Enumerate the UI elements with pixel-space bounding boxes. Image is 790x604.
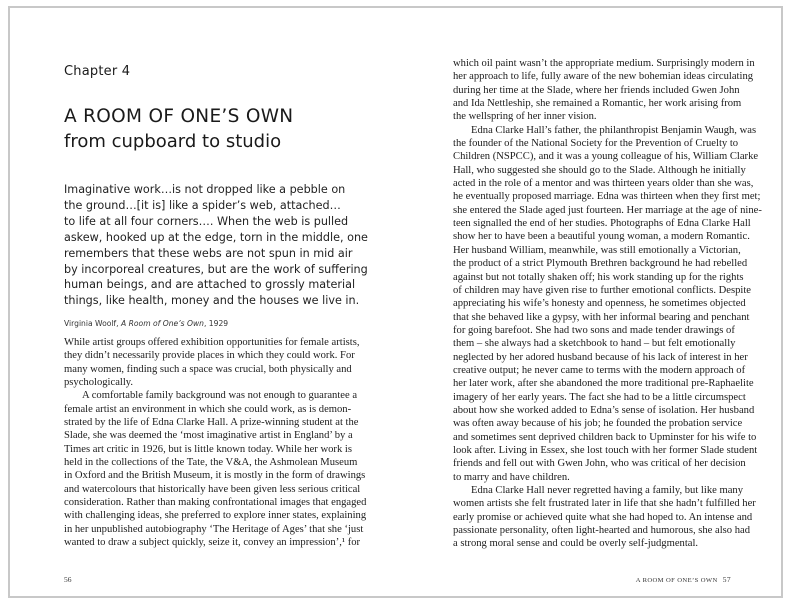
body-line: to marry and have children. [453, 471, 570, 483]
body-line: her approach to life, fully aware of the new bohemian ideas circulating [453, 71, 754, 83]
body-line: during her time at the Slade, where her friends included Gwen John [453, 84, 740, 96]
body-line: they didn’t necessarily provide places in which they could work. For [64, 350, 355, 362]
body-line: in Oxford and the British Museum, it is mostly in the form of drawings [64, 470, 366, 482]
body-line: passionate personality, often light-hearted and humorous, she also had [453, 525, 751, 537]
body-line: Children (NSPCC), and it was a young colleague of his, William Clarke [453, 151, 759, 163]
body-line: friends and fell out with Gwen John, who was critical of her decision [453, 458, 746, 470]
body-line: wanted to draw a subject quickly, seize it, convey an impression’,¹ for [64, 537, 361, 549]
epigraph-line: human beings, and are attached to grossly material [64, 278, 356, 292]
body-line: Slade, she was deemed the ‘most imaginative artist in England’ by a [64, 430, 353, 442]
left-body-text [64, 336, 367, 550]
body-line: and watercolours that historically have been given less serious critical [64, 483, 361, 495]
body-line: imagery of her early years. The fact she had to be a little circumspect [453, 391, 746, 403]
page-number-right: 57 [722, 575, 731, 584]
epigraph-attribution [64, 319, 228, 328]
body-line: psychologically. [64, 377, 134, 389]
running-head-title: A ROOM OF ONE’S OWN [635, 577, 718, 584]
body-line: early promise or achieved quite what she had hoped to. An intense and [453, 511, 753, 523]
body-line: which oil paint wasn’t the appropriate medium. Surprisingly modern in [453, 58, 755, 69]
right-body-text [453, 57, 762, 551]
body-line: a strong moral sense and could be overly self-judgmental. [453, 538, 699, 550]
body-line: Edna Clarke Hall’s father, the philanthropist Benjamin Waugh, was [471, 124, 757, 136]
body-line: Her husband William, meanwhile, was still emotionally a Victorian, [453, 244, 741, 256]
body-line: against but not totally shaken off; his work standing up for the rights [453, 271, 744, 283]
body-line: acted in the role of a mentor and was thirteen years older than she was, [453, 178, 754, 190]
body-line: was often away because of his job; he founded the probation service [453, 418, 743, 430]
body-line: Times art critic in 1926, but is little known today. While her work is [64, 443, 352, 455]
body-line: Hall, who suggested she should go to the Slade. Although he initially [453, 164, 746, 176]
attribution-work: A Room of One’s Own [121, 319, 204, 328]
running-head [636, 575, 731, 584]
page-number-left: 56 [64, 575, 72, 584]
body-line: creative output; he never came to terms with the modern approach of [453, 364, 746, 376]
body-line: Edna Clarke Hall never regretted having a family, but like many [471, 485, 744, 496]
book-spread [8, 6, 783, 598]
body-line: appreciating his wife’s honesty and openness, he sometimes objected [453, 298, 746, 310]
body-line: strated by the life of Edna Clarke Hall. A prize-winning student at the [64, 417, 359, 429]
left-page [10, 8, 396, 596]
body-line: the founder of the National Society for the Prevention of Cruelty to [453, 138, 739, 150]
body-line: in her unpublished autobiography ‘The Heritage of Ages’ that she ‘just [64, 523, 364, 535]
epigraph [64, 182, 368, 309]
body-line: her later work, after she abandoned the more traditional pre-Raphaelite [453, 378, 754, 390]
epigraph-line: by incorporeal creatures, but are the work of suffering [64, 262, 368, 276]
body-line: consideration. Rather than making confrontational images that engaged [64, 497, 367, 509]
body-line: he eventually proposed marriage. Edna was thirteen when they first met; [453, 191, 761, 203]
body-line: look after. Living in Essex, she lost touch with her former Slade student [453, 444, 758, 456]
chapter-subtitle: from cupboard to studio [64, 131, 282, 152]
body-line: many women, finding such a space was crucial, both physically and [64, 363, 352, 375]
body-line: with challenging ideas, she preferred to explore inner states, explaining [64, 510, 367, 522]
body-line: and sometimes sent deprived children back to Upminster for his wife to [453, 431, 757, 443]
body-line: show her to have been a beautiful young woman, a modern Romantic. [453, 231, 750, 243]
attribution-year: , 1929 [203, 319, 229, 328]
body-line: neglected by her adored husband because of his lack of interest in her [453, 351, 748, 363]
body-line: she entered the Slade aged just fourteen. Her marriage at the age of nine- [453, 204, 762, 216]
epigraph-line: things, like health, money and the houses we live in. [64, 294, 360, 308]
body-line: that she behaved like a gypsy, with her informal bearing and penchant [453, 311, 750, 323]
epigraph-line: remembers that these webs are not spun in mid air [64, 246, 353, 260]
body-line: held in the collections of the Tate, the V&A, the Ashmolean Museum [64, 457, 358, 469]
body-line: about how she worked added to Edna’s sense of isolation. Her husband [453, 404, 755, 416]
epigraph-line: the ground…[it is] like a spider’s web, attached… [64, 198, 341, 212]
body-line: and Ida Nettleship, she remained a Romantic, her work arising from [453, 98, 742, 110]
epigraph-line: askew, hooked up at the edge, torn in the middle, one [64, 230, 368, 244]
epigraph-line: to life at all four corners…. When the web is pulled [64, 214, 349, 228]
body-line: of children may have given rise to further emotional conflicts. Despite [453, 284, 752, 296]
epigraph-line: Imaginative work…is not dropped like a pebble on [64, 183, 346, 196]
body-line: female artist an environment in which she could work, as is demon- [64, 403, 352, 415]
body-line: teen signalled the end of her studies. Photographs of Edna Clarke Hall [453, 218, 751, 230]
body-line: for going barefoot. She had two sons and made tender drawings of [453, 324, 735, 336]
chapter-label: Chapter 4 [64, 64, 131, 79]
body-line: A comfortable family background was not enough to guarantee a [82, 390, 358, 402]
body-line: the wellspring of her inner vision. [453, 111, 597, 123]
body-line: While artist groups offered exhibition opportunities for female artists, [64, 337, 360, 348]
body-line: them – she always had a sketchbook to hand – but felt emotionally [453, 338, 736, 350]
right-page [396, 8, 781, 596]
attribution-author: Virginia Woolf, [64, 319, 122, 328]
body-line: women artists she felt frustrated later in life that she hadn’t fulfilled her [453, 498, 756, 510]
chapter-title: A ROOM OF ONE’S OWN [64, 106, 294, 127]
body-line: the product of a strict Plymouth Brethren background he had rebelled [453, 258, 748, 270]
